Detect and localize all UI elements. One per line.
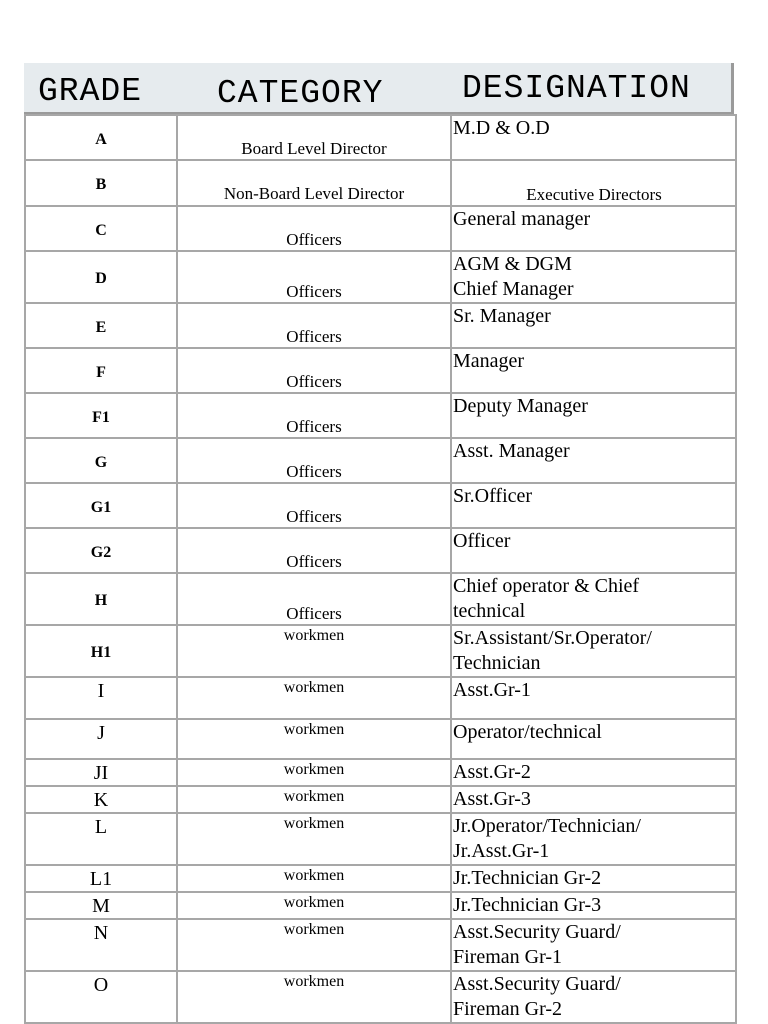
table-row	[25, 786, 736, 813]
designation-cell	[451, 528, 736, 573]
designation-cell	[451, 348, 736, 393]
designation-line: Asst.Gr-3	[453, 788, 531, 810]
grade-cell: D	[25, 251, 177, 303]
table-row	[25, 971, 736, 1023]
grade-cell: I	[25, 677, 177, 719]
table-row	[25, 115, 736, 160]
designation-cell	[451, 625, 736, 677]
designation-line: Sr.Assistant/Sr.Operator/	[453, 627, 652, 649]
table-row	[25, 573, 736, 625]
category-cell: workmen	[177, 719, 451, 759]
grade-cell: M	[25, 892, 177, 919]
category-cell: workmen	[177, 919, 451, 971]
designation-line: Executive Directors	[526, 185, 662, 204]
designation-line: Fireman Gr-1	[453, 946, 563, 968]
designation-cell	[451, 303, 736, 348]
designation-line: Manager	[453, 350, 525, 372]
table-row	[25, 759, 736, 786]
grade-cell: O	[25, 971, 177, 1023]
grade-cell: A	[25, 115, 177, 160]
designation-cell	[451, 393, 736, 438]
designation-line: Asst.Security Guard/	[453, 973, 621, 995]
table-row	[25, 892, 736, 919]
table-row	[25, 919, 736, 971]
designation-line: Chief Manager	[453, 278, 574, 300]
designation-line: Jr.Technician Gr-2	[453, 867, 602, 889]
table-row	[25, 625, 736, 677]
designation-cell	[451, 206, 736, 251]
designation-line: Sr. Manager	[453, 305, 551, 327]
designation-line: Operator/technical	[453, 721, 602, 743]
designation-cell	[451, 573, 736, 625]
grade-cell: E	[25, 303, 177, 348]
table-row	[25, 393, 736, 438]
designation-line: Fireman Gr-2	[453, 998, 563, 1020]
designation-line: Asst. Manager	[453, 440, 570, 462]
category-cell: Officers	[177, 438, 451, 483]
table-row	[25, 348, 736, 393]
table-row	[25, 251, 736, 303]
category-cell: Officers	[177, 528, 451, 573]
designation-line: AGM & DGM	[453, 253, 572, 275]
header-category: CATEGORY	[217, 75, 384, 112]
grade-cell: G1	[25, 483, 177, 528]
designation-cell	[451, 483, 736, 528]
designation-cell	[451, 677, 736, 719]
table-row	[25, 483, 736, 528]
category-cell: Non-Board Level Director	[177, 160, 451, 206]
designation-cell	[451, 719, 736, 759]
designation-cell	[451, 115, 736, 160]
designation-cell	[451, 759, 736, 786]
category-cell: workmen	[177, 759, 451, 786]
designation-line: Asst.Gr-2	[453, 761, 531, 783]
table-row	[25, 865, 736, 892]
grade-cell: B	[25, 160, 177, 206]
designation-cell	[451, 919, 736, 971]
designation-cell	[451, 251, 736, 303]
table-header	[24, 63, 734, 114]
table-row	[25, 206, 736, 251]
designation-cell	[451, 971, 736, 1023]
designation-line: Officer	[453, 530, 511, 552]
designation-line: Jr.Operator/Technician/	[453, 815, 641, 837]
table-row	[25, 719, 736, 759]
designation-cell	[451, 160, 736, 206]
category-cell: Officers	[177, 483, 451, 528]
designation-cell	[451, 438, 736, 483]
category-cell: Officers	[177, 251, 451, 303]
grade-cell: L	[25, 813, 177, 865]
category-cell: workmen	[177, 786, 451, 813]
grade-table	[24, 114, 737, 1024]
designation-cell	[451, 786, 736, 813]
grade-cell: L1	[25, 865, 177, 892]
category-cell: Officers	[177, 573, 451, 625]
grade-cell: G2	[25, 528, 177, 573]
category-cell: Officers	[177, 303, 451, 348]
designation-cell	[451, 892, 736, 919]
category-cell: workmen	[177, 677, 451, 719]
grade-cell: G	[25, 438, 177, 483]
grade-cell: F1	[25, 393, 177, 438]
designation-line: Sr.Officer	[453, 485, 533, 507]
designation-cell	[451, 865, 736, 892]
category-cell: Officers	[177, 393, 451, 438]
grade-cell: F	[25, 348, 177, 393]
category-cell: Board Level Director	[177, 115, 451, 160]
category-cell: workmen	[177, 625, 451, 677]
category-cell: workmen	[177, 892, 451, 919]
table-row	[25, 160, 736, 206]
table-row	[25, 303, 736, 348]
category-cell: workmen	[177, 865, 451, 892]
designation-line: Jr.Technician Gr-3	[453, 894, 602, 916]
grade-cell: J	[25, 719, 177, 759]
designation-line: technical	[453, 600, 526, 622]
grade-cell: N	[25, 919, 177, 971]
grade-table-sheet	[24, 63, 734, 1024]
category-cell: workmen	[177, 971, 451, 1023]
category-cell: Officers	[177, 348, 451, 393]
category-cell: Officers	[177, 206, 451, 251]
designation-line: Chief operator & Chief	[453, 575, 640, 597]
designation-line: M.D & O.D	[453, 117, 550, 139]
category-cell: workmen	[177, 813, 451, 865]
table-row	[25, 813, 736, 865]
grade-cell: H1	[25, 625, 177, 677]
grade-cell: JI	[25, 759, 177, 786]
table-row	[25, 438, 736, 483]
table-row	[25, 677, 736, 719]
grade-cell: K	[25, 786, 177, 813]
designation-line: Jr.Asst.Gr-1	[453, 840, 550, 862]
designation-line: Technician	[453, 652, 541, 674]
grade-cell: H	[25, 573, 177, 625]
designation-line: Asst.Security Guard/	[453, 921, 621, 943]
table-row	[25, 528, 736, 573]
grade-cell: C	[25, 206, 177, 251]
header-designation: DESIGNATION	[462, 70, 691, 107]
designation-line: Asst.Gr-1	[453, 679, 531, 701]
designation-cell	[451, 813, 736, 865]
designation-line: General manager	[453, 208, 591, 230]
designation-line: Deputy Manager	[453, 395, 588, 417]
header-grade: GRADE	[38, 73, 143, 110]
